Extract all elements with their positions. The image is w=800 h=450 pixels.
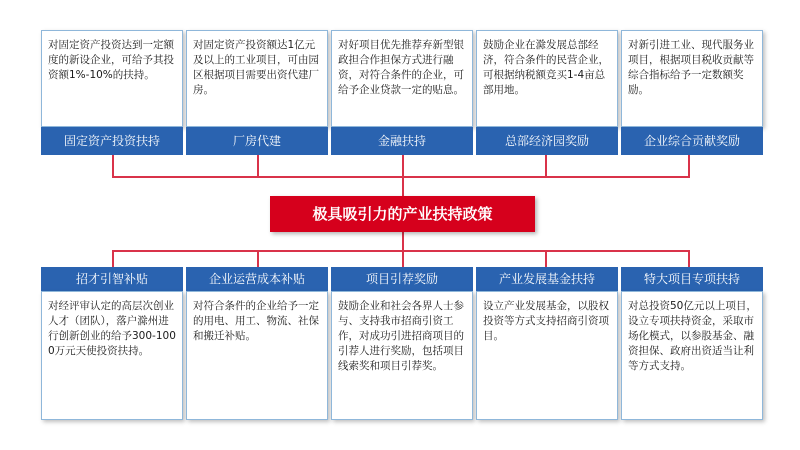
policy-description: 对经评审认定的高层次创业人才（团队），落户滁州进行创新创业的给予300-1000万元天使投资扶持。 <box>41 291 183 420</box>
top-drop-2 <box>257 152 259 177</box>
policy-description: 对新引进工业、现代服务业项目，根据项目税收贡献等综合指标给予一定数额奖励。 <box>621 30 763 127</box>
bottom-drop-5 <box>688 250 690 268</box>
policy-description: 对总投资50亿元以上项目，设立专项扶持资金，采取市场化模式，以参股基金、融资担保、政府出资适当让利等方式支持。 <box>621 291 763 420</box>
top-drop-1 <box>112 152 114 177</box>
policy-description: 对好项目优先推荐弃新型银政担合作担保方式进行融资，对符合条件的企业，可给予企业贷款一定的贴息。 <box>331 30 473 127</box>
policy-description: 设立产业发展基金，以股权投资等方式支持招商引资项目。 <box>476 291 618 420</box>
policy-title: 产业发展基金扶持 <box>476 267 618 291</box>
policy-card-operating-cost <box>186 267 328 420</box>
policy-card-referral <box>331 267 473 420</box>
policy-card-fixed-asset <box>41 30 183 155</box>
policy-card-factory <box>186 30 328 155</box>
policy-title: 企业综合贡献奖励 <box>621 127 763 155</box>
policy-card-major-project <box>621 267 763 420</box>
policy-title: 特大项目专项扶持 <box>621 267 763 291</box>
bottom-drop-2 <box>257 250 259 268</box>
policy-title: 厂房代建 <box>186 127 328 155</box>
top-bus-line <box>112 176 690 178</box>
bottom-drop-4 <box>545 250 547 268</box>
policy-card-industry-fund <box>476 267 618 420</box>
policy-card-finance <box>331 30 473 155</box>
policy-description: 鼓励企业在滁发展总部经济，符合条件的民营企业，可根据纳税额竞买1-4亩总部用地。 <box>476 30 618 127</box>
policy-title: 项目引荐奖励 <box>331 267 473 291</box>
policy-card-hq <box>476 30 618 155</box>
policy-description: 对符合条件的企业给予一定的用电、用工、物流、社保和搬迁补贴。 <box>186 291 328 420</box>
policy-title: 金融扶持 <box>331 127 473 155</box>
policy-title: 企业运营成本补贴 <box>186 267 328 291</box>
center-title: 极具吸引力的产业扶持政策 <box>270 196 535 232</box>
top-drop-5 <box>688 152 690 177</box>
top-drop-3 <box>402 152 404 177</box>
policy-title: 固定资产投资扶持 <box>41 127 183 155</box>
policy-title: 总部经济园奖励 <box>476 127 618 155</box>
policy-title: 招才引智补贴 <box>41 267 183 291</box>
policy-card-contribution <box>621 30 763 155</box>
center-up-line <box>402 176 404 197</box>
policy-description: 对固定资产投资达到一定额度的新设企业，可给予其投资额1%-10%的扶持。 <box>41 30 183 127</box>
center-down-line <box>402 231 404 251</box>
policy-description: 鼓励企业和社会各界人士参与、支持我市招商引资工作，对成功引进招商项目的引荐人进行奖励，包括项目线索奖和项目引荐奖。 <box>331 291 473 420</box>
policy-card-talent <box>41 267 183 420</box>
bottom-drop-3 <box>402 250 404 268</box>
top-drop-4 <box>545 152 547 177</box>
bottom-drop-1 <box>112 250 114 268</box>
bottom-bus-line <box>112 250 690 252</box>
policy-description: 对固定资产投资额达1亿元及以上的工业项目，可由园区根据项目需要出资代建厂房。 <box>186 30 328 127</box>
